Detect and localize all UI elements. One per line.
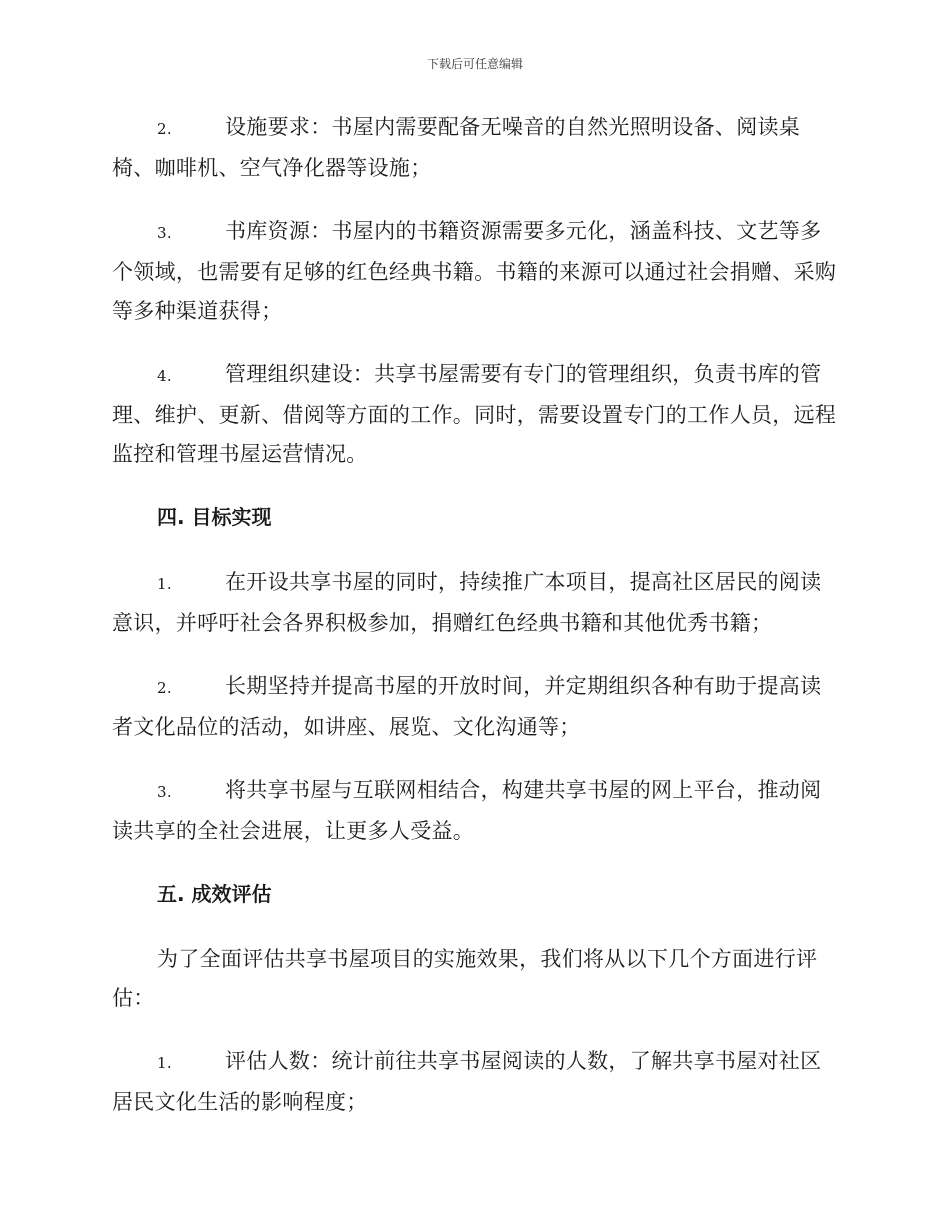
- page-header: 下载后可任意编辑: [426, 57, 523, 71]
- list-number: 3.: [157, 783, 172, 801]
- section-heading-goals: 四. 目标实现: [157, 505, 272, 529]
- list-item-facility-2: [112, 108, 837, 188]
- list-text: 管理组织建设：共享书屋需要有专门的管理组织，负责书库的管理、维护、更新、借阅等方面的工作。同时，需要设置专门的工作人员，远程监控和管理书屋运营情况。: [112, 362, 837, 466]
- list-item-goal-2: [112, 667, 837, 747]
- list-text: 设施要求：书屋内需要配备无噪音的自然光照明设备、阅读桌椅、咖啡机、空气净化器等设施；: [112, 115, 801, 180]
- list-text: 在开设共享书屋的同时，持续推广本项目，提高社区居民的阅读意识，并呼吁社会各界积极参加，捐赠红色经典书籍和其他优秀书籍；: [112, 570, 822, 635]
- list-text: 将共享书屋与互联网相结合，构建共享书屋的网上平台，推动阅读共享的全社会进展，让更多人受益。: [112, 778, 822, 843]
- list-number: 2.: [157, 120, 172, 138]
- section-heading-evaluation: 五. 成效评估: [157, 882, 272, 906]
- list-item-facility-4: [112, 355, 837, 474]
- list-item-goal-1: [112, 563, 837, 643]
- list-item-facility-3: [112, 212, 837, 331]
- list-number: 1.: [157, 1054, 172, 1072]
- list-text: 书库资源：书屋内的书籍资源需要多元化，涵盖科技、文艺等多个领域，也需要有足够的红色经典书籍。书籍的来源可以通过社会捐赠、采购等多种渠道获得；: [112, 219, 837, 323]
- list-number: 3.: [157, 224, 172, 242]
- list-text: 长期坚持并提高书屋的开放时间，并定期组织各种有助于提高读者文化品位的活动，如讲座、展览、文化沟通等；: [112, 674, 822, 739]
- evaluation-intro-paragraph: 为了全面评估共享书屋项目的实施效果，我们将从以下几个方面进行评估：: [112, 947, 818, 1010]
- list-item-goal-3: [112, 771, 837, 851]
- list-text: 评估人数：统计前往共享书屋阅读的人数，了解共享书屋对社区居民文化生活的影响程度；: [112, 1049, 822, 1114]
- list-number: 1.: [157, 575, 172, 593]
- document-body: [112, 108, 837, 1146]
- list-number: 2.: [157, 679, 172, 697]
- list-number: 4.: [157, 367, 172, 385]
- list-item-evaluation-1: [112, 1042, 837, 1122]
